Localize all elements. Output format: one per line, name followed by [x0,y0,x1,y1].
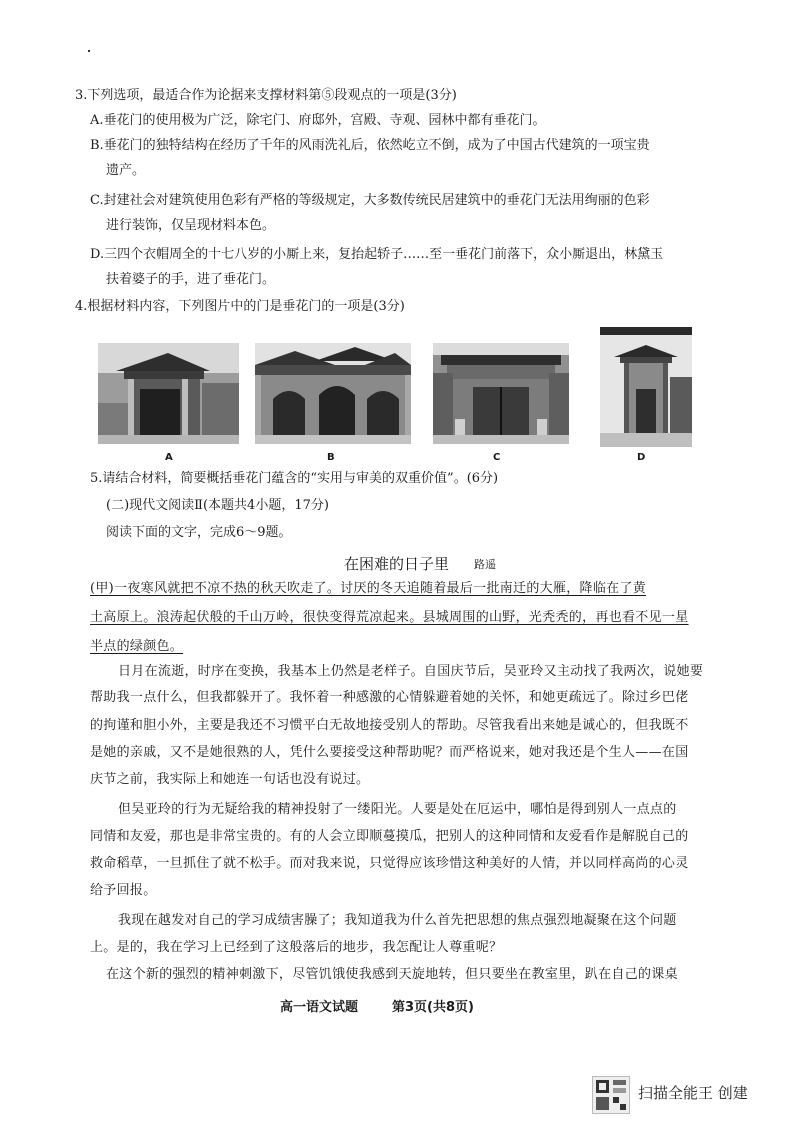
scanner-watermark-text: 扫描全能王 创建 [638,1084,748,1102]
q3-option-a: A.垂花门的使用极为广泛，除宅门、府邸外，宫殿、寺观、园林中都有垂花门。 [90,113,546,128]
q3-option-d: D.三四个衣帽周全的十七八岁的小厮上来，复抬起轿子……至一垂花门前落下，众小厮退出，林黛玉 [90,247,664,262]
q3-stem: 3.下列选项，最适合作为论据来支撑材料第⑤段观点的一项是(3分) [75,88,457,103]
gate-label-d: D [637,452,646,463]
article-p5-line1: 在这个新的强烈的精神刺激下，尽管饥饿使我感到天旋地转，但只要坐在教室里，趴在自己的课桌 [106,967,678,982]
gate-photo-a [98,343,239,444]
q5-stem: 5.请结合材料，简要概括垂花门蕴含的“实用与审美的双重价值”。(6分) [90,471,499,486]
scan-speck [88,50,90,52]
article-p4-line1: 我现在越发对自己的学习成绩害臊了；我知道我为什么首先把思想的焦点强烈地凝聚在这个问题 [118,913,677,928]
gate-photo-d [600,327,692,447]
article-p2-line2: 帮助我一点什么，但我都躲开了。我怀着一种感激的心情躲避着她的关怀，和她更疏远了。除过乡巴佬 [90,690,689,705]
article-p3-line2: 同情和友爱，那也是非常宝贵的。有的人会立即顺蔓摸瓜，把别人的这种同情和友爱看作是解脱自己的 [90,829,689,844]
article-author: 路遥 [474,558,496,571]
gate-photo-c [433,343,569,444]
section2-heading: (二)现代文阅读Ⅱ(本题共4小题，17分) [106,498,329,513]
q3-option-c: C.封建社会对建筑使用色彩有严格的等级规定，大多数传统民居建筑中的垂花门无法用绚丽的色彩 [90,193,650,208]
article-p1-line2: 土高原上。浪涛起伏般的千山万岭，很快变得荒凉起来。县城周围的山野，光秃秃的，再也看不见一星 [90,610,689,625]
scanner-logo-icon [592,1076,630,1114]
article-p2-line3: 的拘谨和胆小外，主要是我还不习惯平白无故地接受别人的帮助。尽管我看出来她是诚心的，但我既不 [90,718,689,733]
article-p3-line4: 给予回报。 [90,883,157,898]
q3-option-d-cont: 扶着婆子的手，进了垂花门。 [106,272,276,287]
q4-stem: 4.根据材料内容，下列图片中的门是垂花门的一项是(3分) [75,299,405,314]
footer-page: 第3页(共8页) [392,1000,474,1015]
q3-option-b-cont: 遗产。 [106,163,146,178]
article-p1-line3: 半点的绿颜色。 [90,639,184,654]
article-p2-line5: 庆节之前，我实际上和她连一句话也没有说过。 [90,772,370,787]
footer-subject: 高一语文试题 [280,1000,359,1015]
article-p2-line1: 日月在流逝，时序在变换，我基本上仍然是老样子。自国庆节后，吴亚玲又主动找了我两次，说她要 [118,664,704,679]
gate-label-b: B [327,452,335,463]
q3-option-b: B.垂花门的独特结构在经历了千年的风雨洗礼后，依然屹立不倒，成为了中国古代建筑的一项宝贵 [90,138,650,153]
article-p1-line1: (甲)一夜寒风就把不凉不热的秋天吹走了。讨厌的冬天追随着最后一批南迁的大雁，降临在了黄 [90,581,647,596]
gate-label-a: A [165,452,173,463]
article-p2-line4: 是她的亲戚，又不是她很熟的人，凭什么要接受这种帮助呢？而严格说来，她对我还是个生人——在国 [90,745,689,760]
gate-photo-b [255,343,411,444]
article-p4-line2: 上。是的，我在学习上已经到了这般落后的地步，我怎配让人尊重呢？ [90,940,503,955]
q3-option-c-cont: 进行装饰，仅呈现材料本色。 [106,218,276,233]
article-p3-line1: 但吴亚玲的行为无疑给我的精神投射了一缕阳光。人要是处在厄运中，哪怕是得到别人一点点的 [118,802,677,817]
section2-instruction: 阅读下面的文字，完成6～9题。 [106,525,292,540]
gate-label-c: C [493,452,501,463]
article-p3-line3: 救命稻草，一旦抓住了就不松手。而对我来说，只觉得应该珍惜这种美好的人情，并以同样高尚的心灵 [90,856,689,871]
article-title: 在困难的日子里 [344,555,450,573]
